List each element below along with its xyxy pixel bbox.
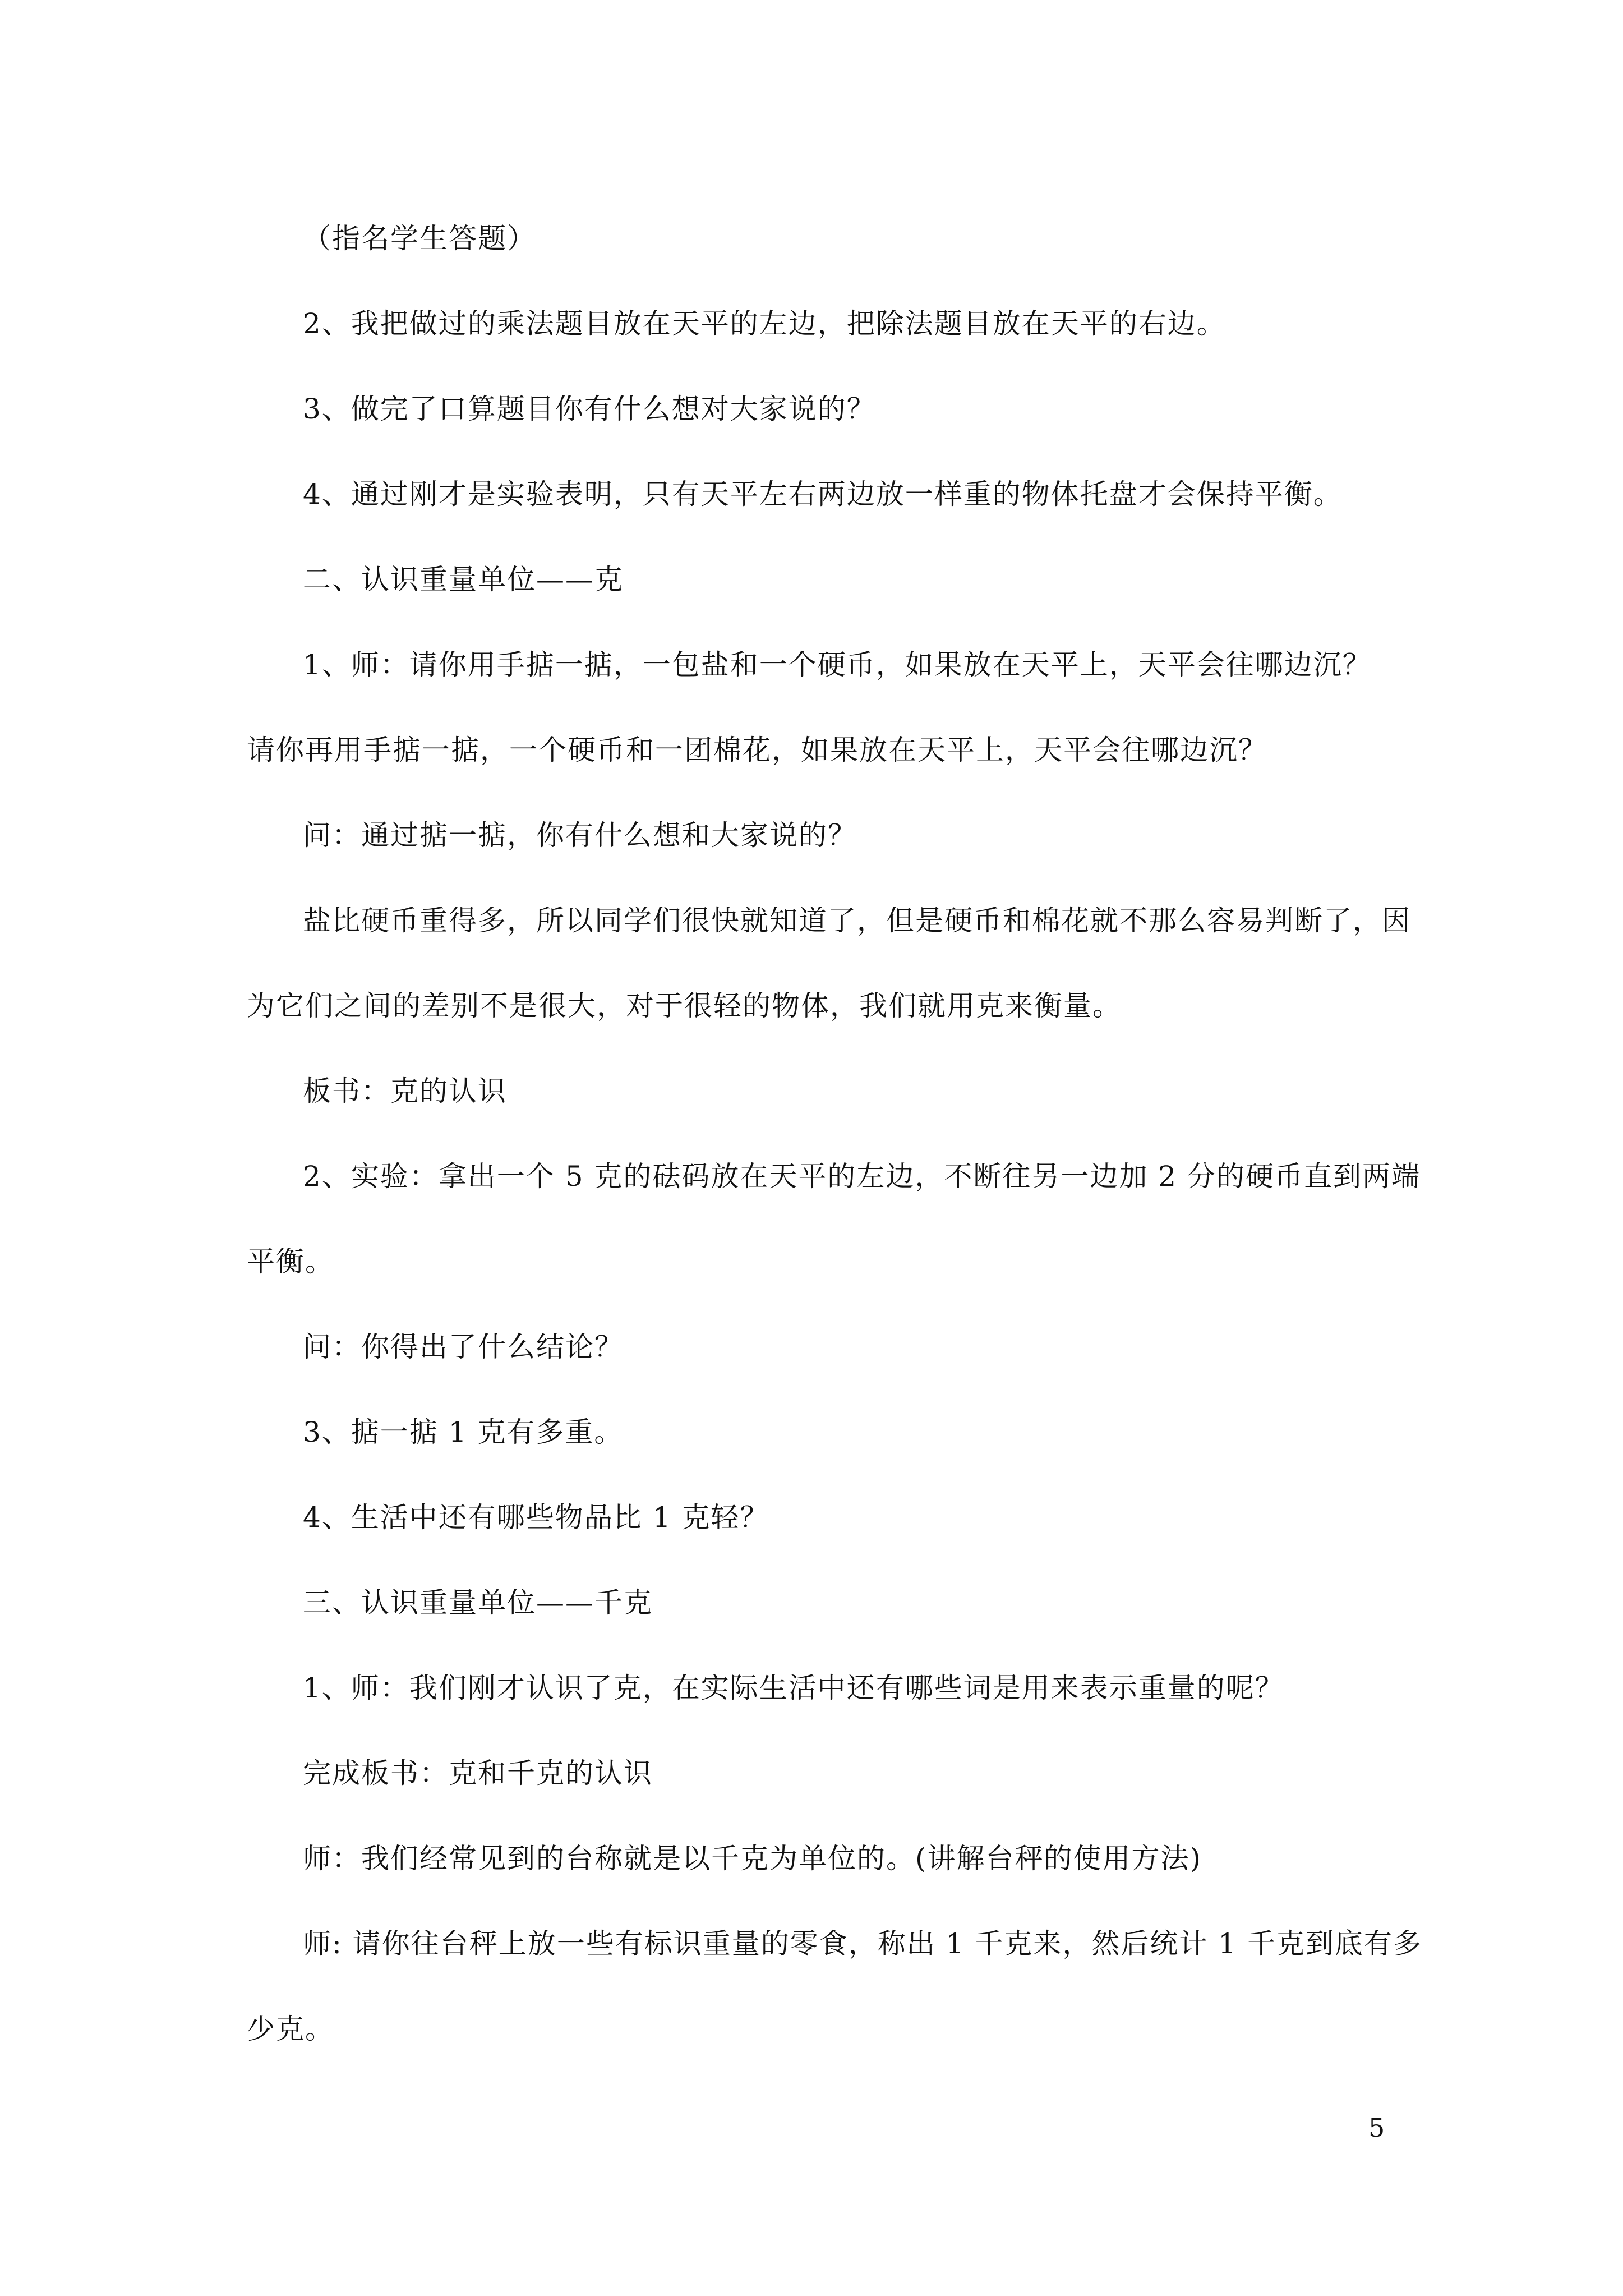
text-line: 2、我把做过的乘法题目放在天平的左边，把除法题目放在天平的右边。	[303, 307, 1226, 340]
text-line: 请你再用手掂一掂，一个硬币和一团棉花，如果放在天平上，天平会往哪边沉？	[247, 734, 1267, 766]
page-number: 5	[1368, 2113, 1385, 2143]
text-line: 师: 请你往台秤上放一些有标识重量的零食，称出 1 千克来，然后统计 1 千克到底有多	[303, 1927, 1422, 1960]
text-line: 为它们之间的差别不是很大，对于很轻的物体，我们就用克来衡量。	[247, 990, 1122, 1022]
text-line: 3、做完了口算题目你有什么想对大家说的？	[303, 393, 876, 425]
text-line: 平衡。	[247, 1245, 334, 1278]
text-line: 师：我们经常见到的台称就是以千克为单位的。(讲解台秤的使用方法)	[303, 1842, 1202, 1875]
text-line: 4、生活中还有哪些物品比 1 克轻？	[303, 1501, 769, 1534]
section-heading: 三、认识重量单位——千克	[303, 1586, 653, 1619]
text-line: 板书：克的认识	[303, 1075, 507, 1107]
text-line: 2、实验：拿出一个 5 克的砝码放在天平的左边，不断往另一边加 2 分的硬币直到两端	[303, 1160, 1421, 1193]
text-line: 盐比硬币重得多，所以同学们很快就知道了，但是硬币和棉花就不那么容易判断了，因	[303, 904, 1411, 937]
text-line: 少克。	[247, 2013, 334, 2045]
text-line: 3、掂一掂 1 克有多重。	[303, 1416, 624, 1448]
text-line: 1、师：请你用手掂一掂，一包盐和一个硬币，如果放在天平上，天平会往哪边沉？	[303, 648, 1372, 681]
text-line: 问：你得出了什么结论？	[303, 1331, 624, 1363]
text-line: 问：通过掂一掂，你有什么想和大家说的？	[303, 819, 857, 852]
text-line: 1、师：我们刚才认识了克，在实际生活中还有哪些词是用来表示重量的呢？	[303, 1672, 1284, 1704]
text-line: 4、通过刚才是实验表明，只有天平左右两边放一样重的物体托盘才会保持平衡。	[303, 478, 1343, 510]
text-line: （指名学生答题）	[303, 222, 536, 255]
text-line: 完成板书：克和千克的认识	[303, 1757, 653, 1789]
section-heading: 二、认识重量单位——克	[303, 563, 624, 596]
